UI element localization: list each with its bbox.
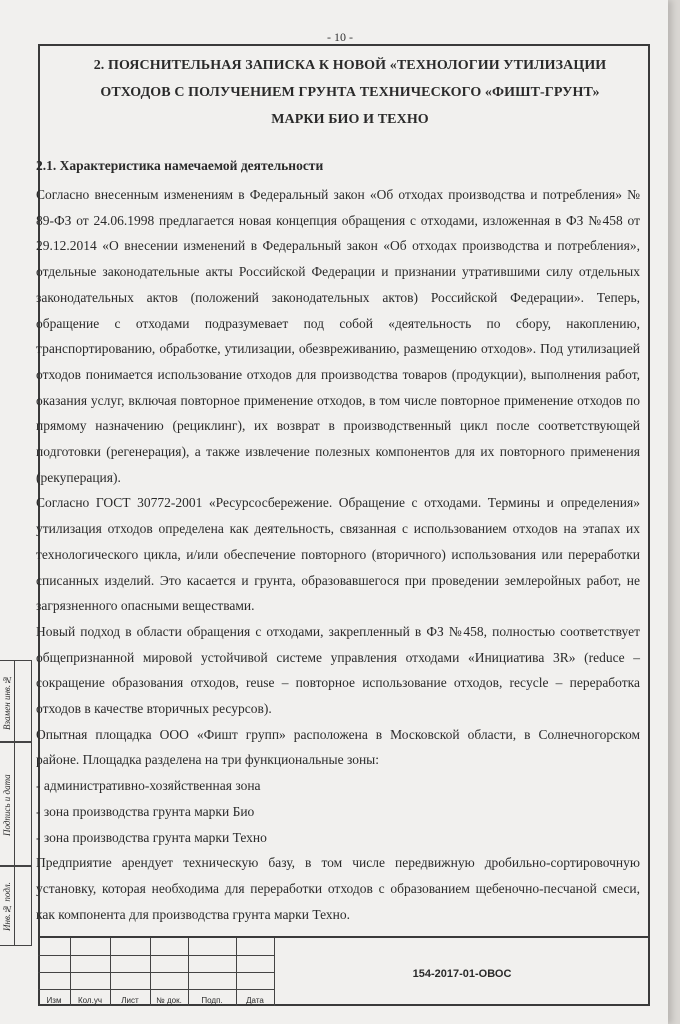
side-label-inv: Инв.№ подл. — [2, 882, 12, 932]
stamp-header-kol: Кол.уч — [78, 996, 102, 1005]
list-item-1: - административно-хозяйственная зона — [36, 778, 261, 794]
title-line-2: ОТХОДОВ С ПОЛУЧЕНИЕМ ГРУНТА ТЕХНИЧЕСКОГО «ФИШТ-ГРУНТ» — [100, 85, 600, 100]
stamp-header-list: Лист — [121, 996, 139, 1005]
side-label-replace: Взамен инв.№ — [2, 674, 12, 730]
stamp-header-doc: № док. — [156, 996, 182, 1005]
page-number: - 10 - — [327, 30, 353, 44]
title-line-3: МАРКИ БИО И ТЕХНО — [271, 112, 429, 127]
paragraph-1: Согласно внесенным изменениям в Федеральный закон «Об отходах производства и потребления» № 89-ФЗ от 24.06.1998 предлагается новая концепция обращения с отходами, изложенная в ФЗ №458 от 29.12.2014 «О внесении изменений в Федеральный закон «Об отходах производства и потребления», отдельные законодательные акты Российской Федерации и признании утратившими силу отдельных законодательных актов (положений законодательных актов) Российской Федерации». Теперь, обращение с отходами подразумевает под собой «деятельность по сбору, накоплению, транспортированию, обработке, утилизации, обезвреживанию, размещению отходов». Под утилизацией отходов понимается использование отходов для производства товаров (продукции), выполнения работ, оказания услуг, включая повторное применение отходов, в том числе повторное применение отходов по прямому назначению (рециклинг), их возврат в производственный цикл после соответствующей подготовки (регенерация), а также извлечение полезных компонентов для их повторного применения (рекуперация). — [36, 187, 640, 485]
title-line-1: 2. ПОЯСНИТЕЛЬНАЯ ЗАПИСКА К НОВОЙ «ТЕХНОЛОГИИ УТИЛИЗАЦИИ — [93, 58, 607, 73]
side-box-replace — [0, 660, 32, 742]
stamp-header-date: Дата — [246, 996, 264, 1005]
paragraph-5: Предприятие арендует техническую базу, в том числе передвижную дробильно-сортировочную установку, которая необходима для переработки отходов с образованием щебеночно-песчаной смеси, как компонента для производства грунта марки Техно. — [36, 855, 640, 922]
section-heading: 2.1. Характеристика намечаемой деятельности — [36, 158, 324, 173]
body-text — [36, 182, 640, 927]
side-box-inv — [0, 866, 32, 946]
list-item-2: - зона производства грунта марки Био — [36, 803, 255, 819]
title-block — [38, 936, 650, 1006]
list-item-3: - зона производства грунта марки Техно — [36, 829, 267, 845]
side-label-sign-date: Подпись и дата — [2, 774, 12, 836]
paragraph-4: Опытная площадка ООО «Фишт групп» расположена в Московской области, в Солнечногорском районе. Площадка разделена на три функциональные зоны: — [36, 726, 640, 768]
stamp-header-izm: Изм — [46, 996, 62, 1005]
stamp-header-sign: Подп. — [201, 996, 223, 1005]
document-code: 154-2017-01-ОВОС — [412, 968, 512, 980]
side-box-sign-date — [0, 742, 32, 866]
paragraph-2: Согласно ГОСТ 30772-2001 «Ресурсосбережение. Обращение с отходами. Термины и определения» утилизация отходов определена как деятельность, связанная с использованием отходов на этапах их технологического цикла, и/или обеспечение повторного (вторичного) использования или переработки списанных изделий. Это касается и грунта, образовавшегося при проведении землеройных работ, не загрязненного опасными веществами. — [36, 495, 640, 614]
paragraph-3: Новый подход в области обращения с отходами, закрепленный в ФЗ №458, полностью соответствует общепризнанной мировой устойчивой системе управления отходами «Инициатива 3R» (reduce – сокращение образования отходов, reuse – повторное использование отходов, recycle – переработка отходов в качестве вторичных ресурсов). — [36, 623, 640, 717]
title-block-grid — [38, 938, 275, 1006]
